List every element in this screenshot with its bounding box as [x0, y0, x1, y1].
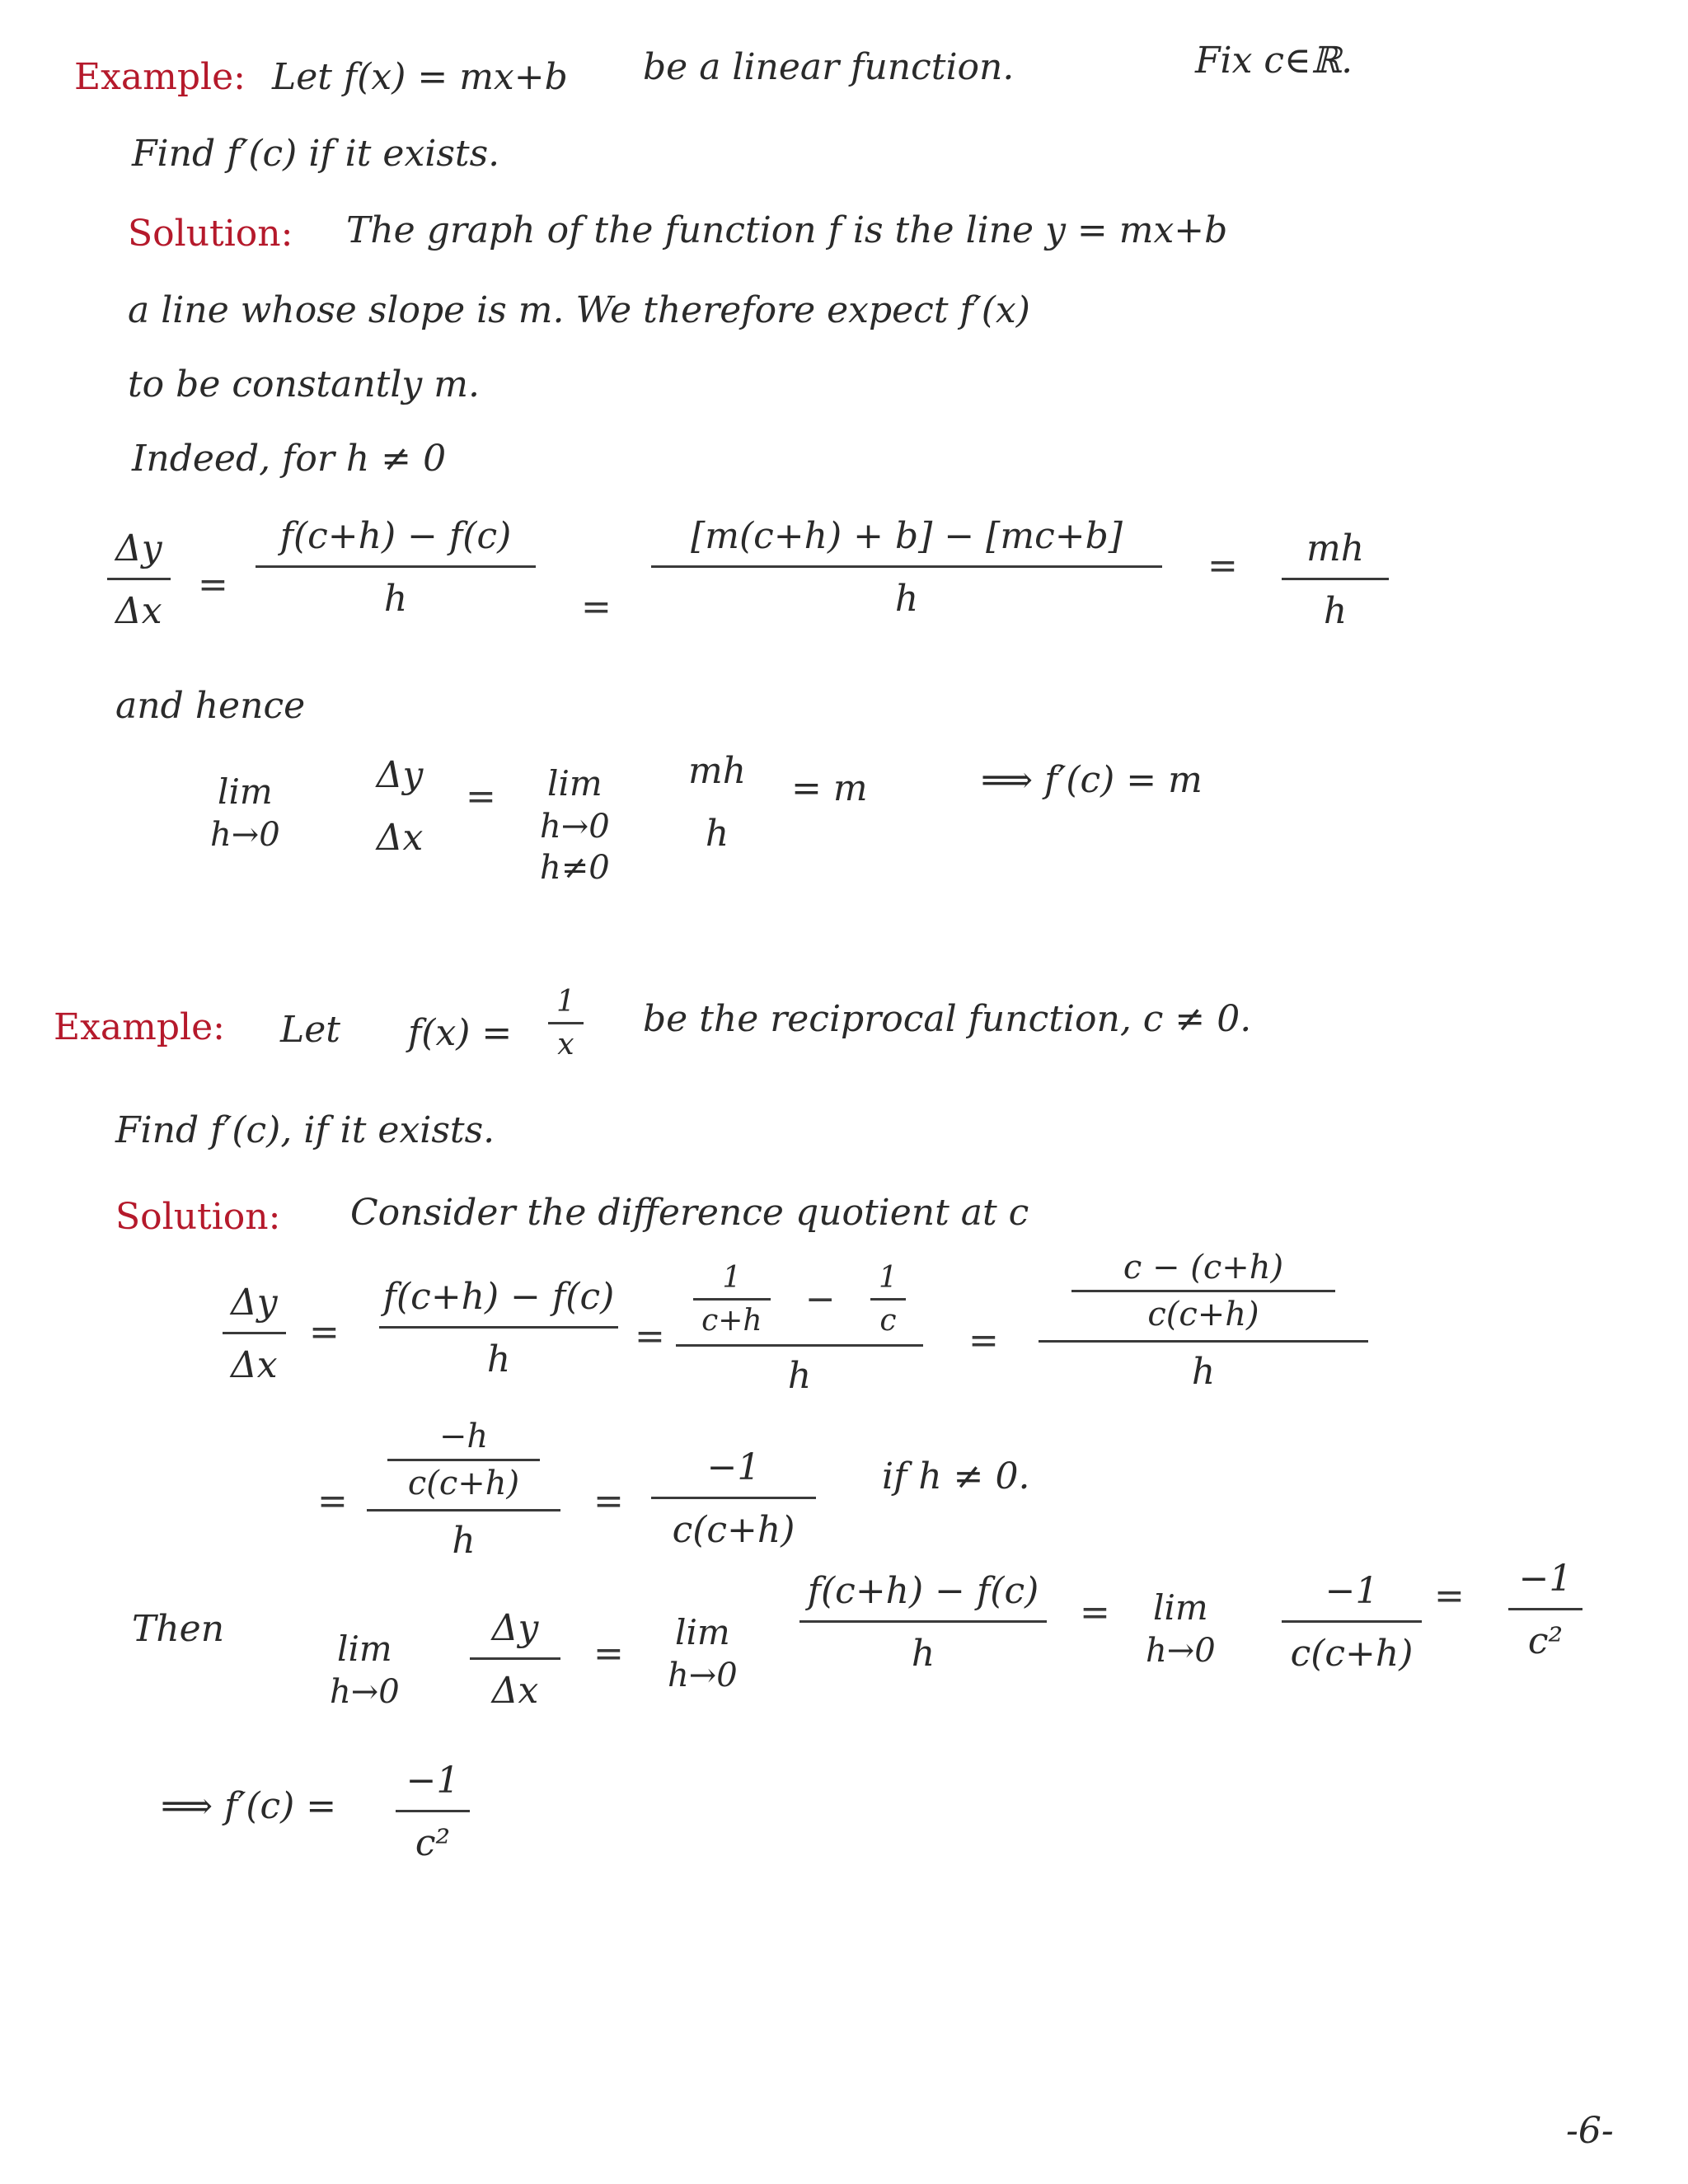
ex2-comb-top — [1039, 1249, 1368, 1333]
ex2-dq-f-num: f(c+h) − f(c) — [382, 1276, 615, 1318]
example1-intro-function: Let f(x) = mx+b — [272, 56, 568, 98]
ex1-dq-f — [256, 515, 536, 620]
ex1-dq-lhs — [107, 527, 171, 632]
ex1-lim-rhs-den: h — [705, 813, 729, 855]
lim-word: lim — [675, 1612, 730, 1652]
ex1-dq-expand-num: [m(c+h) + b] − [mc+b] — [691, 515, 1123, 557]
example2-fx: f(x) = — [408, 1012, 513, 1054]
ex2-then-r2-den: c² — [1527, 1620, 1564, 1662]
ex2-dq2-top — [367, 1418, 560, 1502]
example2-reciprocal-frac — [548, 985, 584, 1062]
fraction-bar — [676, 1344, 923, 1347]
lim-subscript: h→0 — [330, 1672, 400, 1711]
ex2-recip-a-num: 1 — [722, 1261, 742, 1295]
ex2-dq-f — [379, 1276, 618, 1380]
ex2-final-frac — [396, 1760, 470, 1864]
example2-intro-text: be the reciprocal function, c ≠ 0. — [643, 998, 1252, 1040]
ex2-recip-b-num: 1 — [878, 1261, 898, 1295]
ex2-recip-b-den: c — [879, 1304, 897, 1338]
ex2-then-mid-frac — [799, 1570, 1047, 1675]
ex1-lim-lhs-num: Δy — [376, 754, 424, 796]
ex2-dq2 — [367, 1418, 560, 1562]
lim-subscript: h→0 — [668, 1656, 738, 1694]
fraction-bar — [1039, 1340, 1368, 1343]
ex2-dq2-top-num: −h — [438, 1418, 489, 1455]
ex2-then-lim-right — [1146, 1586, 1216, 1671]
fraction-bar — [367, 1509, 560, 1511]
equals-sign: = — [593, 1633, 624, 1675]
ex2-dq-recip-top — [676, 1261, 923, 1338]
ex2-recip-b — [870, 1261, 906, 1338]
ex1-lim-rhs-num: mh — [687, 750, 747, 792]
ex2-recip-den: h — [787, 1355, 812, 1397]
ex2-dq3-condition: if h ≠ 0. — [882, 1455, 1030, 1497]
example1-find: Find f′(c) if it exists. — [132, 133, 500, 175]
equals-sign: = — [309, 1311, 340, 1353]
ex2-dq-recip — [676, 1261, 923, 1397]
example2-find: Find f′(c), if it exists. — [115, 1109, 495, 1151]
example1-indeed: Indeed, for h ≠ 0 — [132, 438, 447, 480]
ex2-then-lhs-frac — [470, 1607, 560, 1712]
example2-solution-label: Solution: — [115, 1196, 281, 1238]
ex1-dq-simpl-num: mh — [1306, 527, 1365, 569]
ex2-then-mid-den: h — [911, 1633, 935, 1675]
example1-solution-line1: The graph of the function f is the line y = mx+b — [346, 209, 1228, 251]
ex1-dq-f-den: h — [383, 578, 408, 620]
ex1-dq-expand — [651, 515, 1162, 620]
ex1-dq-f-num: f(c+h) − f(c) — [279, 515, 512, 557]
ex1-conclusion: ⟹ f′(c) = m — [981, 759, 1203, 801]
ex2-dq-lhs-den: Δx — [231, 1344, 278, 1386]
ex2-dq-lhs — [223, 1282, 286, 1386]
lim-word: lim — [218, 771, 273, 812]
ex1-dq-lhs-den: Δx — [115, 590, 162, 632]
ex2-dq3-num: −1 — [706, 1446, 761, 1488]
equals-sign: = — [317, 1480, 348, 1522]
ex2-recip-a-den: c+h — [701, 1304, 762, 1338]
ex1-dq-simpl — [1282, 527, 1389, 632]
ex2-then-lim-mid — [668, 1611, 738, 1696]
ex1-lim-rhs — [540, 762, 610, 888]
ex2-dq-comb — [1039, 1249, 1368, 1393]
ex2-comb-den: h — [1191, 1351, 1216, 1393]
example2-let: Let — [280, 1009, 340, 1051]
page-number: -6- — [1566, 2110, 1614, 2152]
ex1-dq-expand-den: h — [894, 578, 919, 620]
example2-solution-line1: Consider the difference quotient at c — [350, 1192, 1029, 1234]
ex2-then-lhs-num: Δy — [491, 1607, 539, 1649]
ex2-then-lhs-den: Δx — [491, 1670, 539, 1712]
ex2-then-r1-frac — [1282, 1570, 1422, 1675]
ex2-final-num: −1 — [406, 1760, 460, 1802]
equals-sign: = — [1207, 545, 1238, 587]
lim-word: lim — [547, 763, 603, 804]
ex2-dq2-den: h — [452, 1520, 476, 1562]
ex1-lim-lhs — [210, 771, 280, 855]
ex2-then-r2-num: −1 — [1518, 1558, 1573, 1600]
lim-subscript-condition: h≠0 — [540, 848, 610, 887]
example2-label: Example: — [54, 1006, 225, 1048]
example2-frac-num: 1 — [556, 985, 575, 1019]
example1-solution-line2: a line whose slope is m. We therefore expect f′(x) — [128, 289, 1030, 331]
ex2-dq3-den: c(c+h) — [672, 1509, 795, 1551]
lim-word: lim — [337, 1629, 392, 1669]
lim-word: lim — [1153, 1587, 1208, 1628]
ex2-then-r1-den: c(c+h) — [1290, 1633, 1414, 1675]
example1-solution-line3: to be constantly m. — [128, 363, 480, 405]
ex2-comb-top-den: c(c+h) — [1147, 1296, 1259, 1333]
ex1-dq-simpl-den: h — [1323, 590, 1348, 632]
equals-sign: = — [198, 564, 228, 606]
ex2-dq-f-den: h — [486, 1338, 511, 1380]
example1-intro-text: be a linear function. — [643, 46, 1015, 88]
ex2-comb-top-num: c − (c+h) — [1123, 1249, 1284, 1286]
ex1-lim-lhs-frac — [354, 754, 445, 859]
ex1-and-hence: and hence — [115, 685, 306, 727]
ex1-lim-rhs-frac — [672, 750, 762, 855]
ex2-then-r1-num: −1 — [1325, 1570, 1379, 1612]
equals-sign: = — [1080, 1591, 1110, 1633]
equals-sign: = — [593, 1480, 624, 1522]
lim-subscript: h→0 — [540, 807, 610, 846]
example1-fix-c: Fix c∈ℝ. — [1195, 40, 1353, 82]
minus-sign: − — [804, 1277, 836, 1320]
ex2-recip-a — [693, 1261, 771, 1338]
ex2-dq-lhs-num: Δy — [231, 1282, 278, 1324]
ex1-dq-lhs-num: Δy — [115, 527, 162, 569]
example1-label: Example: — [74, 56, 246, 98]
ex2-then-r2-frac — [1508, 1558, 1582, 1662]
ex2-dq2-top-den: c(c+h) — [407, 1465, 520, 1502]
ex1-lim-lhs-den: Δx — [376, 817, 424, 859]
equals-sign: = — [1434, 1575, 1465, 1617]
example1-solution-label: Solution: — [128, 213, 293, 255]
ex2-dq3 — [651, 1446, 816, 1551]
ex2-then-mid-num: f(c+h) − f(c) — [807, 1570, 1039, 1612]
lim-subscript: h→0 — [1146, 1631, 1216, 1670]
ex2-then-lim-lhs — [330, 1628, 400, 1713]
ex2-then: Then — [132, 1608, 225, 1650]
example2-frac-den: x — [557, 1028, 574, 1062]
lim-subscript: h→0 — [210, 815, 280, 854]
ex2-final-lhs: ⟹ f′(c) = — [161, 1785, 337, 1827]
ex2-final-den: c² — [415, 1822, 451, 1864]
equals-sign: = — [635, 1315, 665, 1357]
equals-sign: = — [968, 1319, 999, 1361]
equals-sign: = — [466, 776, 496, 818]
ex1-lim-result: = m — [791, 767, 868, 809]
equals-sign: = — [581, 586, 612, 628]
